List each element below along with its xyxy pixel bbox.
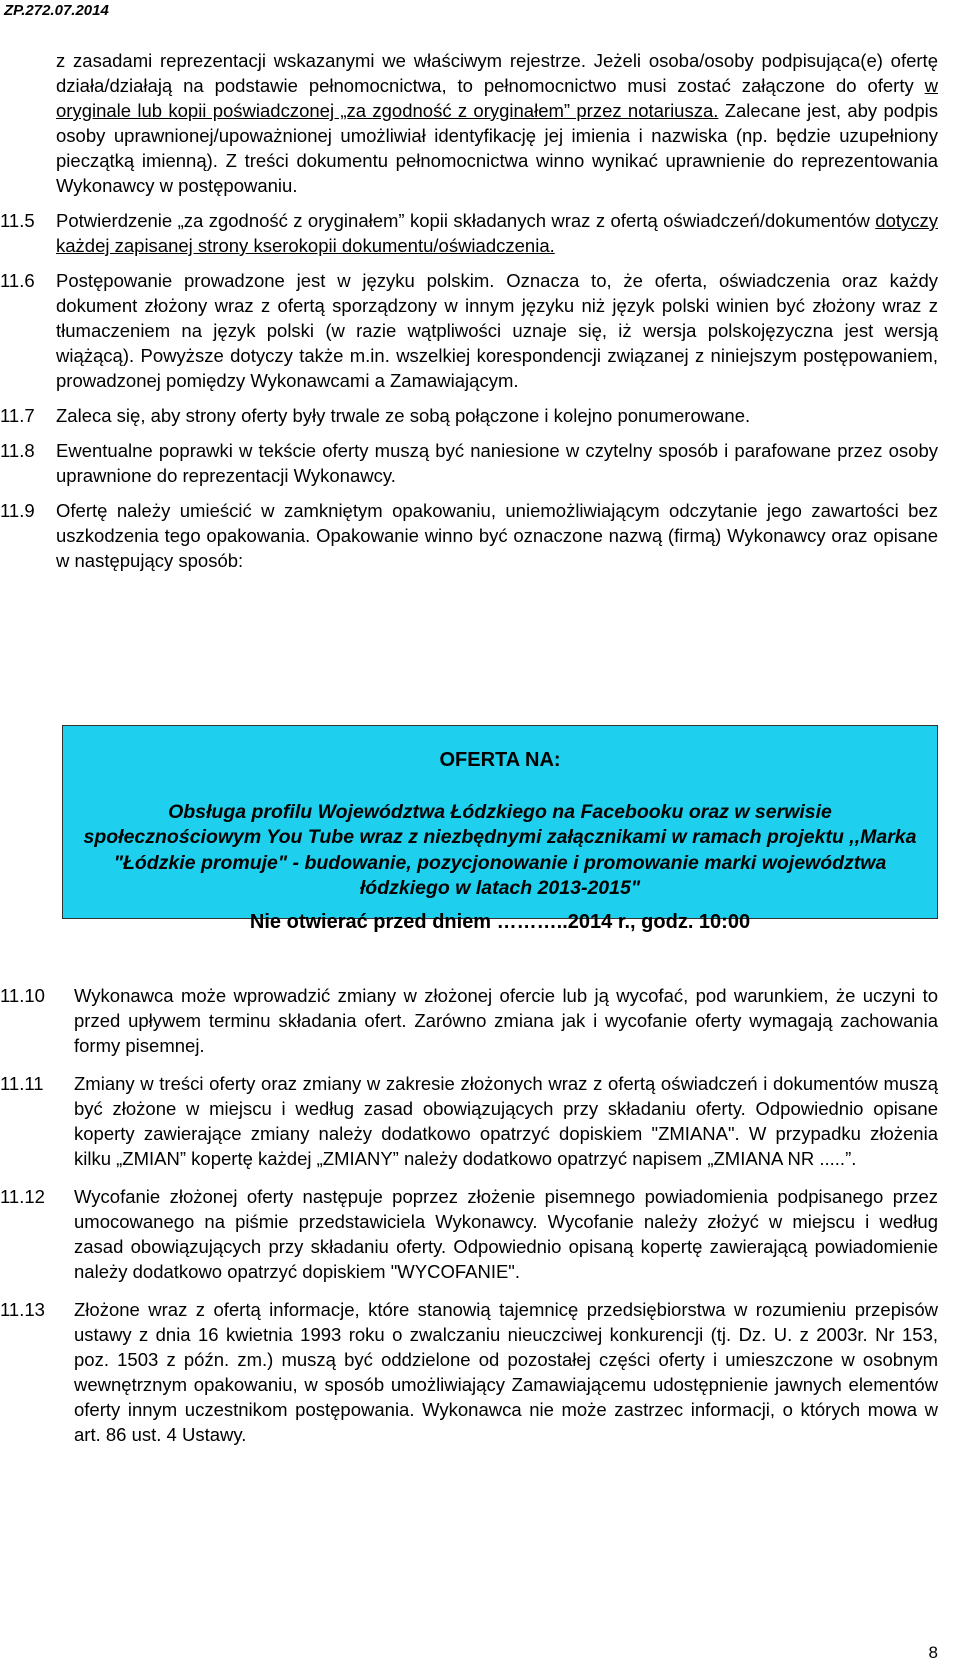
- clause-number: 11.6: [0, 270, 35, 291]
- box-do-not-open: Nie otwierać przed dniem ………..2014 r., godz. 10:00: [249, 910, 751, 933]
- clause-number: 11.10: [0, 985, 45, 1006]
- clause-text: Ofertę należy umieścić w zamkniętym opakowaniu, uniemożliwiającym odczytanie jego zawartości bez uszkodzenia tego opakowania. Opakowanie winno być oznaczone nazwą (firmą) Wykonawcy oraz opisane w następujący sposób:: [56, 500, 938, 571]
- intro-text-continued: Zalecane jest, aby podpis osoby uprawnionej/upoważnionej umożliwiał identyfikację jej imienia i nazwiska (np. będzie uzupełniony pieczątką imienną). Z treści dokumentu pełnomocnictwa winno wynikać uprawnienie do reprezentowania Wykonawcy w postępowaniu.: [56, 100, 938, 196]
- clause-text: Ewentualne poprawki w tekście oferty muszą być naniesione w czytelny sposób i parafowane przez osoby uprawnione do reprezentacji Wykonawcy.: [56, 440, 938, 486]
- clause-text: Złożone wraz z ofertą informacje, które stanowią tajemnicę przedsiębiorstwa w rozumieniu przepisów ustawy z dnia 16 kwietnia 1993 roku o zwalczaniu nieuczciwej konkurencji (tj. Dz. U. z 2003r. Nr 153, poz. 1503 z późn. zm.) muszą być oddzielone od pozostałej części oferty i umieszczone w osobnym wewnętrznym opakowaniu, w sposób umożliwiający Zamawiającemu udostępnienie jawnych elementów oferty innym uczestnikom postępowania. Wykonawca nie może zastrzec informacji, o których mowa w art. 86 ust. 4 Ustawy.: [74, 1299, 938, 1445]
- clause-11-11: [0, 1071, 938, 1171]
- clause-11-10: [0, 983, 938, 1058]
- clause-number: 11.8: [0, 440, 35, 461]
- clause-11-9: [0, 498, 938, 573]
- clause-number: 11.11: [0, 1073, 44, 1094]
- clause-11-6: [0, 268, 938, 393]
- clause-text: Wycofanie złożonej oferty następuje poprzez złożenie pisemnego powiadomienia podpisanego przez umocowanego na piśmie przedstawiciela Wykonawcy. Wycofanie należy złożyć w miejscu i według zasad obowiązujących przy składaniu oferty. Odpowiednio opisaną kopertę zawierającą powiadomienie należy dodatkowo opatrzyć dopiskiem "WYCOFANIE".: [74, 1186, 938, 1282]
- clause-text: [56, 208, 938, 258]
- page-number: 8: [928, 1643, 938, 1662]
- clause-underlined-text: dotyczy każdej zapisanej strony kserokopii dokumentu/oświadczenia.: [56, 210, 938, 256]
- main-text-continued: [0, 983, 938, 1460]
- clause-11-13: [0, 1297, 938, 1447]
- intro-paragraph: [56, 48, 938, 198]
- clause-number: 11.5: [0, 210, 35, 231]
- main-text: [0, 48, 938, 573]
- clause-text: Zaleca się, aby strony oferty były trwale ze sobą połączone i kolejno ponumerowane.: [56, 405, 751, 426]
- clause-text-part: Potwierdzenie „za zgodność z oryginałem” kopii składanych wraz z ofertą oświadczeń/dokumentów: [56, 210, 876, 231]
- clause-text: Postępowanie prowadzone jest w języku polskim. Oznacza to, że oferta, oświadczenia oraz każdy dokument złożony wraz z ofertą sporządzony w innym języku niż język polski winien być złożony wraz z tłumaczeniem na język polski (w razie wątpliwości uznaje się, iż wersja polskojęzyczna jest wersją wiążącą). Powyższe dotyczy także m.in. wszelkiej korespondencji związanej z niniejszym postępowaniem, prowadzonej pomiędzy Wykonawcami a Zamawiającym.: [56, 270, 938, 391]
- clause-11-5: [0, 208, 938, 258]
- envelope-label-box: [62, 725, 938, 933]
- clause-number: 11.7: [0, 405, 35, 426]
- intro-text: z zasadami reprezentacji wskazanymi we właściwym rejestrze. Jeżeli osoba/osoby podpisująca(e) ofertę działa/działają na podstawie pełnomocnictwa, to pełnomocnictwo musi zostać załączone do oferty: [56, 50, 938, 96]
- clause-number: 11.12: [0, 1186, 45, 1207]
- clause-11-7: [0, 403, 938, 428]
- document-reference: ZP.272.07.2014: [4, 2, 109, 19]
- clause-text: Wykonawca może wprowadzić zmiany w złożonej ofercie lub ją wycofać, pod warunkiem, że uczyni to przed upływem terminu składania ofert. Zarówno zmiana jak i wycofanie oferty wymagają zachowania formy pisemnej.: [74, 985, 938, 1056]
- box-title: OFERTA NA:: [439, 749, 561, 771]
- intro-underlined-text: w oryginale lub kopii poświadczonej „za zgodność z oryginałem” przez notariusza.: [56, 75, 938, 121]
- clause-number: 11.9: [0, 500, 35, 521]
- clause-11-8: [0, 438, 938, 488]
- clause-number: 11.13: [0, 1299, 45, 1320]
- clause-text: Zmiany w treści oferty oraz zmiany w zakresie złożonych wraz z ofertą oświadczeń i dokumentów muszą być złożone w miejscu i według zasad obowiązujących przy składaniu oferty. Odpowiednio opisane koperty zawierające zmiany należy dodatkowo opatrzyć dopiskiem "ZMIANA". W przypadku złożenia kilku „ZMIAN” kopertę każdej „ZMIANY” należy dodatkowo opatrzyć napisem „ZMIANA NR .....”.: [74, 1073, 938, 1169]
- box-subject: Obsługa profilu Województwa Łódzkiego na Facebooku oraz w serwisie społecznościowym You Tube wraz z niezbędnymi załącznikami w ramach projektu ,,Marka "Łódzkie promuje" - budowanie, pozycjonowanie i promowanie marki województwa łódzkiego w latach 2013-2015": [83, 800, 917, 899]
- clause-11-12: [0, 1184, 938, 1284]
